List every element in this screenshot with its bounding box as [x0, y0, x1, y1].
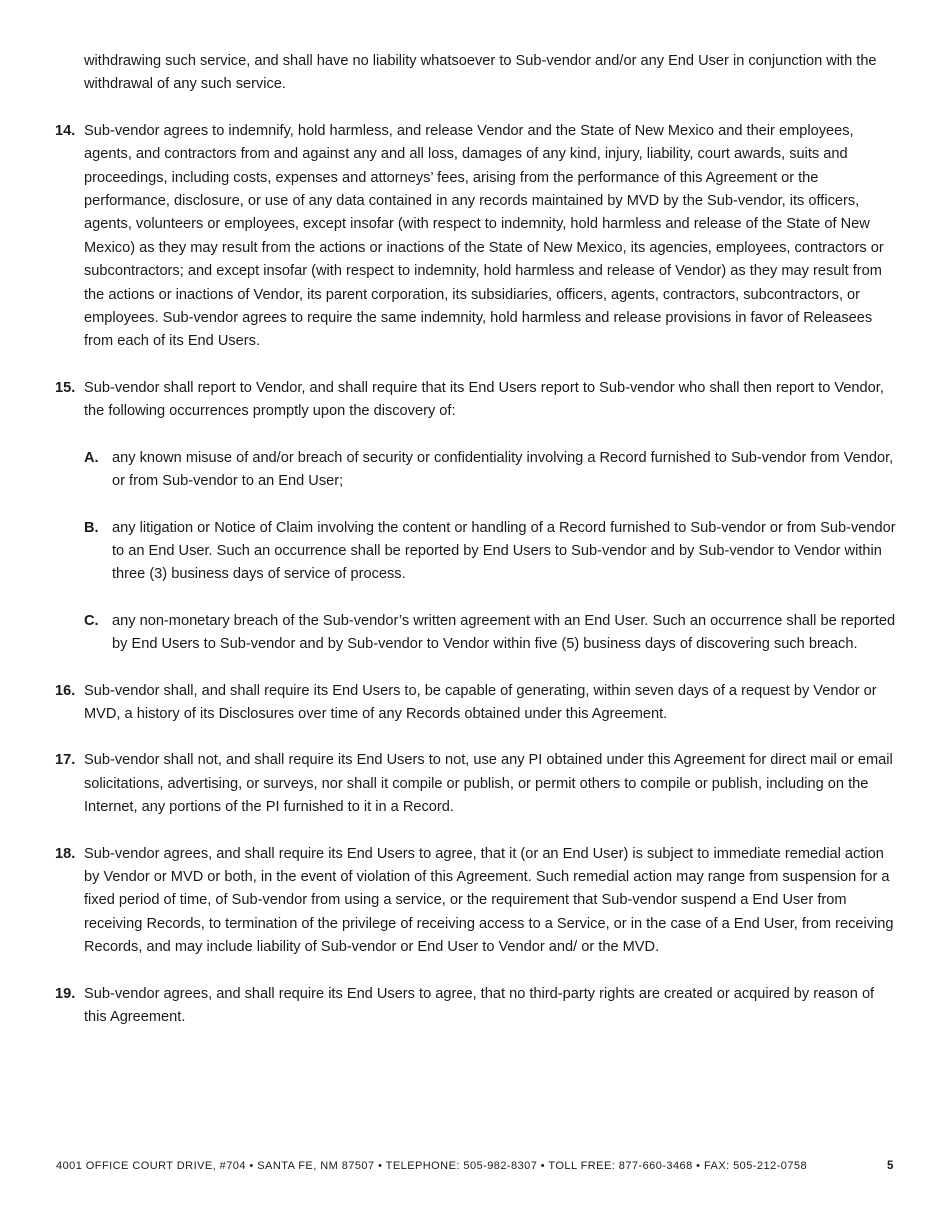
section-16	[55, 680, 897, 727]
document-body	[55, 50, 897, 1052]
subsection-letter: C.	[84, 612, 99, 629]
section-number: 18.	[55, 845, 76, 862]
section-18	[55, 843, 897, 960]
subsection-text: any litigation or Notice of Claim involving the content or handling of a Record furnished to Sub-vendor or from Sub-vendor to an End User. Such an occurrence shall be reported by End Users to Sub-vendor and by Sub-vendor to Vendor within three (3) business days of service of process.	[112, 519, 896, 583]
section-number: 19.	[55, 985, 76, 1002]
section-text: Sub-vendor shall not, and shall require its End Users to not, use any PI obtained under this Agreement for direct mail or email solicitations, advertising, or surveys, nor shall it compile or publish, or permit others to compile or publish, including on the Internet, any portions of the PI furnished to it in a Record.	[84, 752, 893, 816]
section-number: 15.	[55, 379, 76, 396]
subsection-text: any known misuse of and/or breach of security or confidentiality involving a Record furnished to Sub-vendor from Vendor, or from Sub-vendor to an End User;	[112, 449, 894, 490]
footer-address: 4001 OFFICE COURT DRIVE, #704 • SANTA FE, NM 87507 • TELEPHONE: 505-982-8307 • TOLL FREE: 877-660-3468 • FAX: 505-212-0758	[56, 1160, 808, 1172]
subsection-b	[55, 517, 897, 587]
section-text: Sub-vendor agrees, and shall require its End Users to agree, that no third-party rights are created or acquired by reason of this Agreement.	[84, 985, 875, 1025]
section-number: 14.	[55, 122, 76, 139]
continuation-paragraph: withdrawing such service, and shall have no liability whatsoever to Sub-vendor and/or any End User in conjunction with the withdrawal of any such service.	[84, 53, 877, 93]
page-number: 5	[887, 1160, 894, 1172]
subsection-text: any non-monetary breach of the Sub-vendor’s written agreement with an End User. Such an occurrence shall be reported by End Users to Sub-vendor and by Sub-vendor to Vendor within five (5) business days of discovering such breach.	[112, 612, 896, 653]
section-14	[55, 120, 897, 354]
subsection-a	[55, 447, 897, 494]
section-text: Sub-vendor shall, and shall require its End Users to, be capable of generating, within seven days of a request by Vendor or MVD, a history of its Disclosures over time of any Records obtained under this Agreement.	[84, 682, 877, 722]
section-number: 17.	[55, 752, 76, 769]
section-text: Sub-vendor shall report to Vendor, and shall require that its End Users report to Sub-vendor who shall then report to Vendor, the following occurrences promptly upon the discovery of:	[84, 379, 884, 420]
subsection-letter: A.	[84, 449, 99, 466]
section-number: 16.	[55, 682, 76, 699]
subsection-letter: B.	[84, 519, 99, 536]
section-text: Sub-vendor agrees to indemnify, hold harmless, and release Vendor and the State of New Mexico and their employees, agents, and contractors from and against any and all loss, damages of any kind, injury, liability, court awards, suits and proceedings, including costs, expenses and attorneys’ fees, arising from the performance of this Agreement or the performance, disclosure, or use of any data contained in any records maintained by MVD by the Sub-vendor, its officers, agents, volunteers or employees, except insofar (with respect to indemnity, hold harmless and release of the State of New Mexico) as they may result from the actions or inactions of the State of New Mexico, its agencies, employees, contractors or subcontractors; and except insofar (with respect to indemnity, hold harmless and release of Vendor) as they may result from the actions or inactions of Vendor, its parent corporation, its subsidiaries, officers, agents, contractors, subcontractors, or employees. Sub-vendor agrees to require the same indemnity, hold harmless and release provisions in favor of Releasees from each of its End Users.	[84, 122, 884, 350]
section-15	[55, 377, 897, 424]
section-17	[55, 749, 897, 819]
section-19	[55, 983, 897, 1030]
section-text: Sub-vendor agrees, and shall require its End Users to agree, that it (or an End User) is subject to immediate remedial action by Vendor or MVD or both, in the event of violation of this Agreement. Such remedial action may range from suspension for a fixed period of time, of Sub-vendor from using a service, or the requirement that Sub-vendor suspend a End User from receiving Records, to termination of the privilege of receiving access to a Service, or in the case of a End User, from receiving Records, and may include liability of Sub-vendor or End User to Vendor and/ or the MVD.	[84, 845, 894, 956]
subsection-c	[55, 610, 897, 657]
